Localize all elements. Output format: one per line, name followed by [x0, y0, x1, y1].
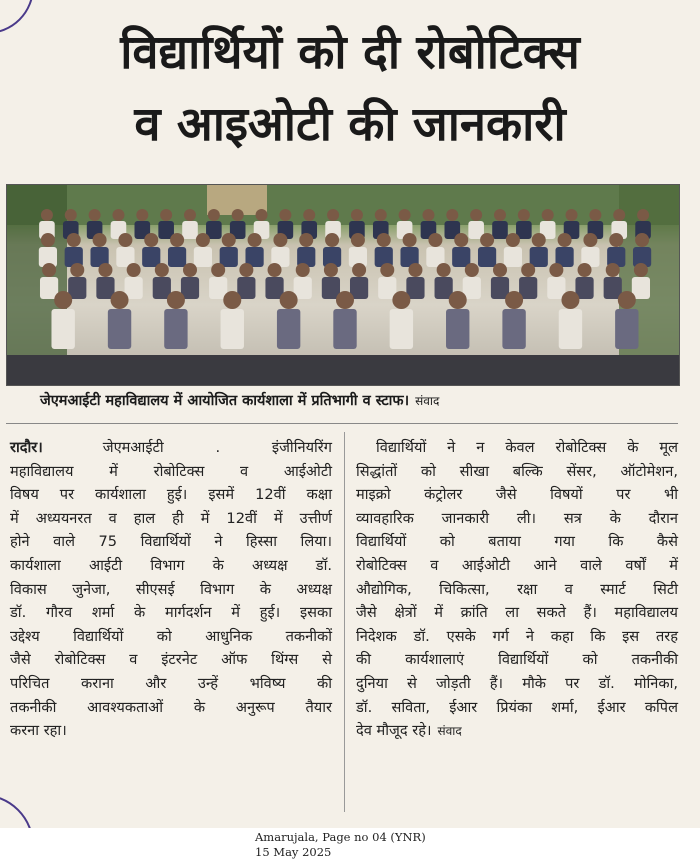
- article-column-right: [356, 436, 678, 744]
- article-line: महाविद्यालय में रोबोटिक्स व आईओटी: [10, 462, 332, 480]
- article-line: व्यावहारिक जानकारी ली। सत्र के दौरान: [356, 509, 678, 527]
- article-line: जैसे रोबोटिक्स व इंटरनेट ऑफ थिंग्स से: [10, 651, 332, 669]
- article-line: [356, 719, 678, 744]
- article-line: [10, 436, 332, 460]
- article-line: कार्यशाला आईटी विभाग के अध्यक्ष डॉ.: [10, 556, 332, 574]
- article-line: रोबोटिक्स व आईओटी आने वाले वर्षों में: [356, 556, 678, 574]
- group-photo: [6, 184, 680, 386]
- article-line: डॉ. सविता, ईआर प्रियंका शर्मा, ईआर कपिल: [356, 698, 678, 716]
- article-line: विषय पर कार्यशाला हुई। इसमें 12वीं कक्षा: [10, 486, 332, 504]
- article-line: निदेशक डॉ. एसके गर्ग ने कहा कि इस तरह: [356, 627, 678, 645]
- article-line: डॉ. गौरव शर्मा के मार्गदर्शन में हुई। इसका: [10, 604, 332, 622]
- article-line: की कार्यशालाएं विद्यार्थियों को तकनीकी: [356, 651, 678, 669]
- article-line: सिद्धांतों को सीखा बल्कि सेंसर, ऑटोमेशन,: [356, 462, 678, 480]
- photo-caption: [40, 390, 690, 410]
- article-line: दुनिया से जोड़ती हैं। मौके पर डॉ. मोनिका,: [356, 674, 678, 692]
- group-photo-illustration: [7, 185, 679, 385]
- headline-line-1: विद्यार्थियों को दी रोबोटिक्स: [120, 25, 580, 80]
- source-publication: Amarujala, Page no 04 (YNR): [255, 830, 426, 844]
- dateline: रादौर।: [10, 439, 43, 456]
- article-line: करना रहा।: [10, 722, 67, 740]
- article-line: तकनीकी आवश्यकताओं के अनुरूप तैयार: [10, 698, 332, 716]
- source-date: 15 May 2025: [255, 845, 332, 859]
- article-line: विद्यार्थियों ने न केवल रोबोटिक्स के मूल: [376, 439, 678, 456]
- byline: संवाद: [437, 724, 462, 739]
- caption-tag: संवाद: [415, 394, 440, 408]
- divider: [6, 423, 678, 424]
- article-line: उद्देश्य विद्यार्थियों को आधुनिक तकनीकों: [10, 627, 332, 645]
- column-divider: [344, 432, 345, 812]
- article-line: में अध्ययनरत व हाल ही में 12वीं में उत्तीर्ण: [10, 509, 332, 527]
- corner-mark: [0, 794, 34, 828]
- article-line: जैसे क्षेत्रों में क्रांति ला सकते हैं। महाविद्यालय: [356, 604, 678, 622]
- article-line-text: देव मौजूद रहे।: [356, 722, 432, 740]
- article-line: होने वाले 75 विद्यार्थियों ने हिस्सा लिया।: [10, 533, 332, 551]
- article-line: विद्यार्थियों को बताया गया कि कैसे: [356, 533, 678, 551]
- source-note: [255, 830, 455, 860]
- article-column-left: [10, 436, 332, 743]
- article-line: विकास जुनेजा, सीएसई विभाग के अध्यक्ष: [10, 580, 332, 598]
- article-line: माइक्रो कंट्रोलर जैसे विषयों पर भी: [356, 486, 678, 504]
- caption-text: जेएमआईटी महाविद्यालय में आयोजित कार्यशाला में प्रतिभागी व स्टाफ।: [40, 393, 410, 409]
- headline-line-2: व आइओटी की जानकारी: [134, 97, 566, 152]
- article-line-text: जेएमआईटी . इंजीनियरिंग: [102, 439, 332, 456]
- article-line: औद्योगिक, चिकित्सा, रक्षा व स्मार्ट सिटी: [356, 580, 678, 598]
- article-line: परिचित कराना और उन्हें भविष्य की: [10, 674, 332, 692]
